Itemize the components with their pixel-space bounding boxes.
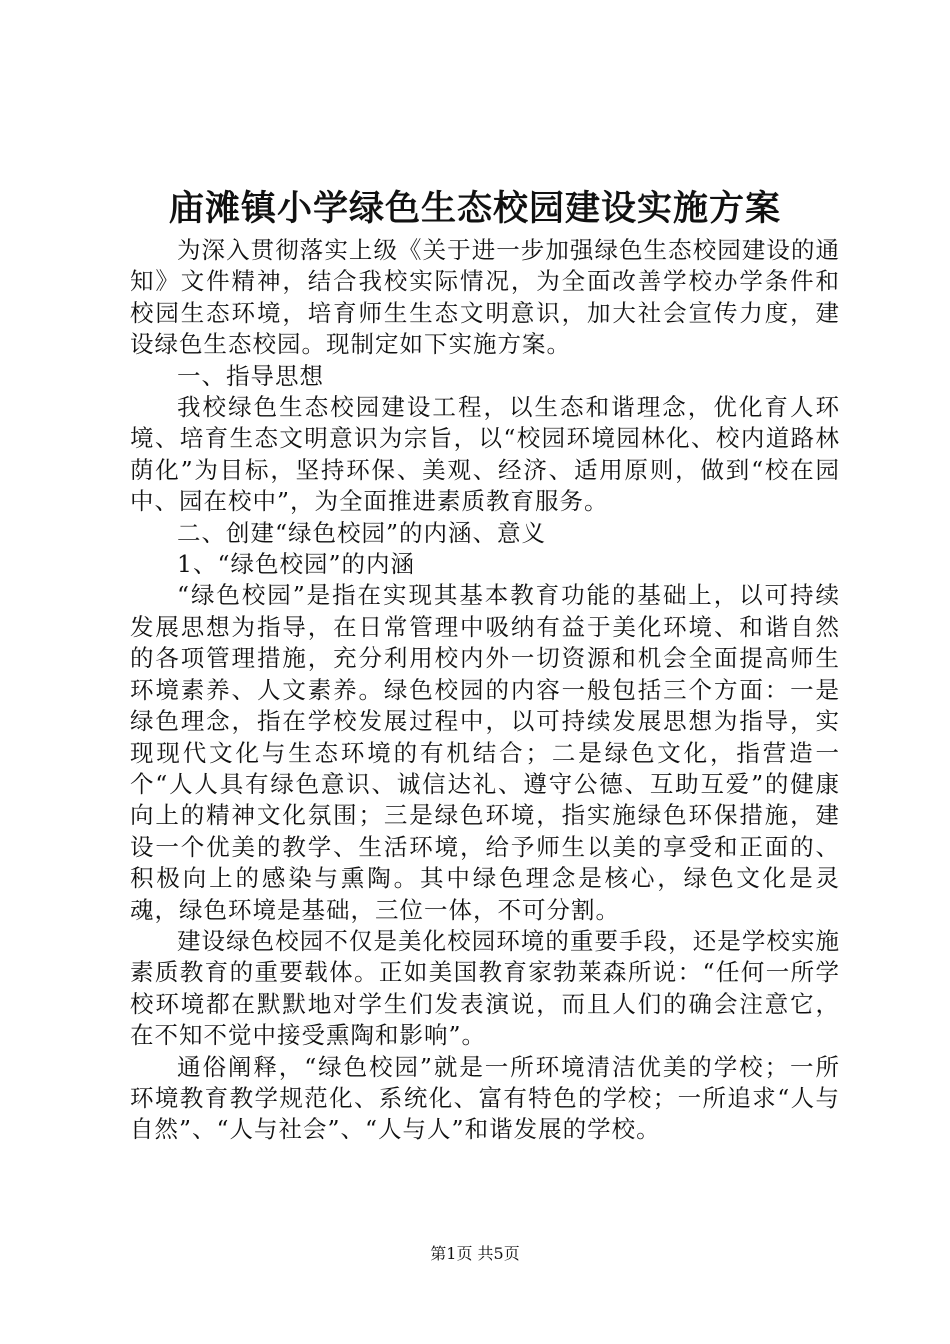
section-heading-meaning: 二、创建“绿色校园”的内涵、意义 [177, 518, 547, 547]
connotation-paragraph: “绿色校园”是指在实现其基本教育功能的基础上，以可持续发展思想为指导，在日常管理中吸纳有益于美化环境、和谐自然的各项管理措施，充分利用校内外一切资源和机会全面提高师生环境素养、人文素养。绿色校园的内容一般包括三个方面：一是绿色理念，指在学校发展过程中，以可持续发展思想为指导，实现现代文化与生态环境的有机结合；二是绿色文化，指营造一个“人人具有绿色意识、诚信达礼、遵守公德、互助互爱”的健康向上的精神文化氛围；三是绿色环境，指实施绿色环保措施，建设一个优美的教学、生活环境，给予师生以美的享受和正面的、积极向上的感染与熏陶。其中绿色理念是核心，绿色文化是灵魂，绿色环境是基础，三位一体，不可分割。 [130, 581, 840, 924]
significance-paragraph: 建设绿色校园不仅是美化校园环境的重要手段，还是学校实施素质教育的重要载体。正如美国教育家勃莱森所说：“任何一所学校环境都在默默地对学生们发表演说，而且人们的确会注意它，在不知不觉中接受熏陶和影响”。 [130, 926, 840, 1050]
guiding-thought-paragraph: 我校绿色生态校园建设工程，以生态和谐理念，优化育人环境、培育生态文明意识为宗旨，以“校园环境园林化、校内道路林荫化”为目标，坚持环保、美观、经济、适用原则，做到“校在园中、园在校中”，为全面推进素质教育服务。 [130, 393, 840, 516]
section-heading-guiding-thought: 一、指导思想 [177, 361, 324, 390]
document-title: 庙滩镇小学绿色生态校园建设实施方案 [168, 188, 781, 229]
subsection-heading-connotation: 1、“绿色校园”的内涵 [177, 550, 415, 579]
document-body [130, 235, 840, 1146]
intro-paragraph: 为深入贯彻落实上级《关于进一步加强绿色生态校园建设的通知》文件精神，结合我校实际情况，为全面改善学校办学条件和校园生态环境，培育师生生态文明意识，加大社会宣传力度，建设绿色生态校园。现制定如下实施方案。 [130, 236, 840, 359]
explanation-paragraph: 通俗阐释，“绿色校园”就是一所环境清洁优美的学校；一所环境教育教学规范化、系统化、富有特色的学校；一所追求“人与自然”、“人与社会”、“人与人”和谐发展的学校。 [130, 1052, 840, 1144]
page-number-footer: 第1页 共5页 [430, 1244, 520, 1263]
